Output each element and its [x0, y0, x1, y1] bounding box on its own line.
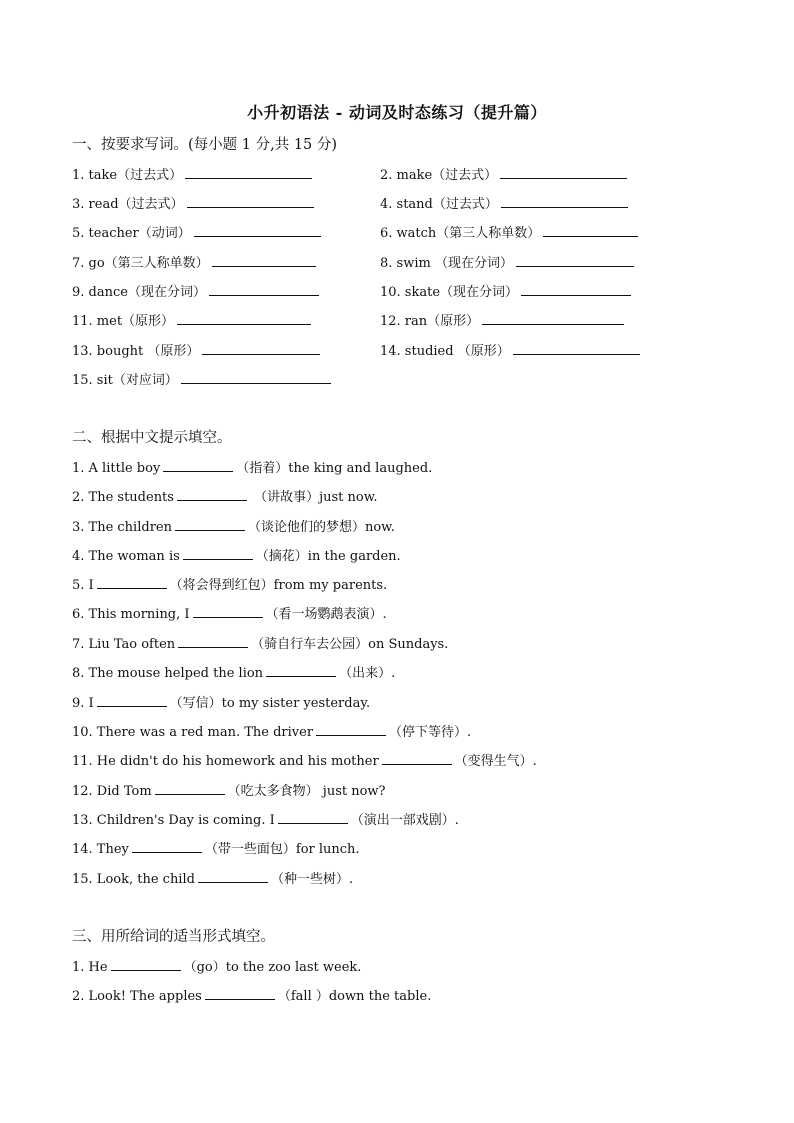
- s2-item-1: [72, 457, 432, 476]
- s2-item-11-blank[interactable]: [382, 751, 452, 765]
- s1-item-6-text: 6. watch（第三人称单数）: [380, 226, 541, 241]
- s1-item-5-text: 5. teacher（动词）: [72, 226, 191, 241]
- s1-item-8-text: 8. swim （现在分词）: [380, 256, 513, 271]
- s2-item-4-blank[interactable]: [183, 546, 253, 560]
- s2-item-3-after: （谈论他们的梦想）now.: [247, 520, 395, 535]
- s2-item-15-blank[interactable]: [198, 869, 268, 883]
- s2-item-10-blank[interactable]: [316, 722, 386, 736]
- s1-item-1-blank[interactable]: [185, 165, 312, 179]
- s1-item-15: [72, 369, 334, 388]
- s1-item-13: [72, 340, 323, 359]
- s2-item-9-before: 9. I: [72, 696, 94, 711]
- s2-item-2-blank[interactable]: [177, 487, 247, 501]
- s1-item-1-text: 1. take（过去式）: [72, 168, 183, 183]
- s2-item-14: [72, 838, 360, 857]
- s1-item-7-text: 7. go（第三人称单数）: [72, 256, 209, 271]
- s1-item-15-blank[interactable]: [181, 370, 331, 384]
- s1-item-6-blank[interactable]: [543, 223, 638, 237]
- s2-item-1-blank[interactable]: [163, 458, 233, 472]
- s1-item-2-text: 2. make（过去式）: [380, 168, 498, 183]
- s2-item-3-blank[interactable]: [175, 517, 245, 531]
- s2-item-6-after: （看一场鹦鹉表演）.: [265, 607, 387, 622]
- s2-item-13-before: 13. Children's Day is coming. I: [72, 813, 275, 828]
- s2-item-10-after: （停下等待）.: [389, 725, 472, 740]
- s3-item-2: [72, 985, 431, 1004]
- s2-item-8: [72, 662, 395, 681]
- s1-item-8: [380, 252, 637, 271]
- s2-item-13: [72, 809, 459, 828]
- s2-item-8-before: 8. The mouse helped the lion: [72, 666, 264, 681]
- section3-heading: 三、用所给词的适当形式填空。: [72, 929, 275, 945]
- s2-item-3: [72, 516, 395, 535]
- s1-item-2: [380, 164, 630, 183]
- s3-item-1-before: 1. He: [72, 960, 108, 975]
- s2-item-12: [72, 780, 386, 799]
- s2-item-11: [72, 750, 537, 769]
- s2-item-5-blank[interactable]: [97, 575, 167, 589]
- s1-item-11-text: 11. met（原形）: [72, 314, 175, 329]
- s1-item-9-blank[interactable]: [209, 282, 319, 296]
- s1-item-14-text: 14. studied （原形）: [380, 344, 510, 359]
- s1-item-11-blank[interactable]: [177, 311, 311, 325]
- s1-item-10-text: 10. skate（现在分词）: [380, 285, 519, 300]
- s1-item-12-blank[interactable]: [482, 311, 624, 325]
- s2-item-7-before: 7. Liu Tao often: [72, 637, 176, 652]
- s1-item-7-blank[interactable]: [212, 253, 316, 267]
- s2-item-11-before: 11. He didn't do his homework and his mother: [72, 754, 379, 769]
- s1-item-6: [380, 222, 641, 241]
- s1-item-13-text: 13. bought （原形）: [72, 344, 200, 359]
- s1-item-4-text: 4. stand（过去式）: [380, 197, 498, 212]
- s2-item-5-after: （将会得到红包）from my parents.: [169, 578, 388, 593]
- s1-item-7: [72, 252, 319, 271]
- section1-heading: 一、按要求写词。(每小题 1 分,共 15 分): [72, 137, 338, 153]
- s1-item-14-blank[interactable]: [513, 341, 640, 355]
- s3-item-2-blank[interactable]: [205, 986, 275, 1000]
- s1-item-4: [380, 193, 631, 212]
- s2-item-5: [72, 574, 387, 593]
- s1-item-8-blank[interactable]: [516, 253, 634, 267]
- s1-item-5-blank[interactable]: [194, 223, 321, 237]
- s3-item-1-after: （go）to the zoo last week.: [183, 960, 362, 975]
- s2-item-1-after: （指着）the king and laughed.: [236, 461, 433, 476]
- s1-item-15-text: 15. sit（对应词）: [72, 373, 178, 388]
- s2-item-15-after: （种一些树）.: [270, 872, 354, 887]
- s1-item-3-text: 3. read（过去式）: [72, 197, 184, 212]
- s2-item-10-before: 10. There was a red man. The driver: [72, 725, 314, 740]
- s1-item-2-blank[interactable]: [500, 165, 627, 179]
- s2-item-9: [72, 692, 370, 711]
- s2-item-15: [72, 868, 353, 887]
- s2-item-14-before: 14. They: [72, 842, 129, 857]
- s2-item-5-before: 5. I: [72, 578, 94, 593]
- s2-item-7-blank[interactable]: [178, 634, 248, 648]
- s2-item-4-before: 4. The woman is: [72, 549, 180, 564]
- s2-item-12-after: （吃太多食物） just now?: [227, 784, 386, 799]
- s1-item-1: [72, 164, 315, 183]
- s1-item-9-text: 9. dance（现在分词）: [72, 285, 206, 300]
- s2-item-13-after: （演出一部戏剧）.: [350, 813, 459, 828]
- s2-item-6: [72, 603, 387, 622]
- s1-item-9: [72, 281, 322, 300]
- s2-item-9-blank[interactable]: [97, 693, 167, 707]
- s3-item-2-before: 2. Look! The apples: [72, 989, 202, 1004]
- s3-item-2-after: （fall ）down the table.: [277, 989, 432, 1004]
- s1-item-10-blank[interactable]: [521, 282, 631, 296]
- s2-item-3-before: 3. The children: [72, 520, 172, 535]
- s2-item-12-before: 12. Did Tom: [72, 784, 152, 799]
- s2-item-7-after: （骑自行车去公园）on Sundays.: [251, 637, 449, 652]
- s1-item-13-blank[interactable]: [202, 341, 320, 355]
- s2-item-10: [72, 721, 471, 740]
- s2-item-8-after: （出来）.: [339, 666, 396, 681]
- s1-item-4-blank[interactable]: [501, 194, 628, 208]
- s1-item-12: [380, 310, 627, 329]
- s2-item-6-before: 6. This morning, I: [72, 607, 190, 622]
- s2-item-4-after: （摘花）in the garden.: [255, 549, 401, 564]
- s2-item-14-blank[interactable]: [132, 839, 202, 853]
- s2-item-2-before: 2. The students: [72, 490, 174, 505]
- s2-item-2-after: （讲故事）just now.: [249, 490, 378, 505]
- s2-item-11-after: （变得生气）.: [454, 754, 537, 769]
- s1-item-14: [380, 340, 643, 359]
- s2-item-15-before: 15. Look, the child: [72, 872, 195, 887]
- s1-item-3-blank[interactable]: [187, 194, 314, 208]
- s2-item-8-blank[interactable]: [266, 663, 336, 677]
- s2-item-14-after: （带一些面包）for lunch.: [204, 842, 360, 857]
- s1-item-10: [380, 281, 634, 300]
- section2-heading: 二、根据中文提示填空。: [72, 430, 232, 446]
- s3-item-1: [72, 956, 361, 975]
- s2-item-1-before: 1. A little boy: [72, 461, 161, 476]
- s2-item-2: [72, 486, 377, 505]
- s2-item-13-blank[interactable]: [278, 810, 348, 824]
- s2-item-4: [72, 545, 401, 564]
- page-title: 小升初语法 - 动词及时态练习（提升篇）: [247, 103, 547, 122]
- s1-item-12-text: 12. ran（原形）: [380, 314, 480, 329]
- s1-item-5: [72, 222, 324, 241]
- s1-item-3: [72, 193, 317, 212]
- s2-item-6-blank[interactable]: [193, 604, 263, 618]
- s2-item-9-after: （写信）to my sister yesterday.: [169, 696, 371, 711]
- s2-item-7: [72, 633, 448, 652]
- s3-item-1-blank[interactable]: [111, 957, 181, 971]
- s1-item-11: [72, 310, 314, 329]
- s2-item-12-blank[interactable]: [155, 781, 225, 795]
